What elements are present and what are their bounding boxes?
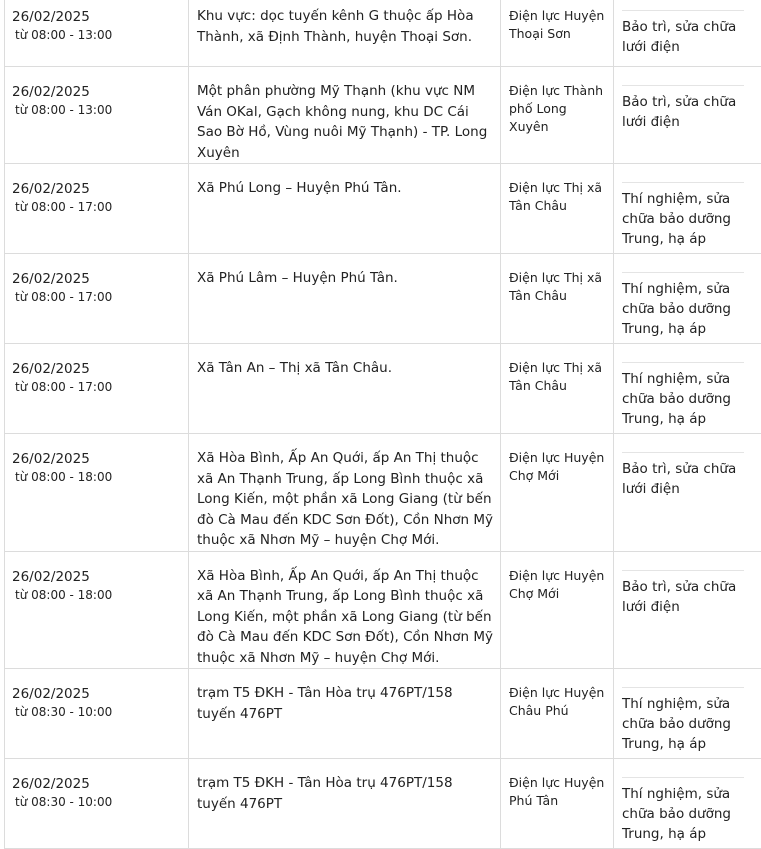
reason-cell	[614, 254, 761, 344]
reason-cell	[614, 759, 761, 849]
outage-time: từ 08:00 - 13:00	[12, 26, 188, 44]
outage-schedule-table	[4, 0, 761, 849]
table-row	[5, 344, 761, 434]
date-cell	[5, 164, 189, 254]
table-row	[5, 254, 761, 344]
area-cell	[189, 669, 501, 759]
outage-reason: Thí nghiệm, sửa chữa bảo dưỡng Trung, hạ áp	[622, 369, 748, 429]
table-row	[5, 759, 761, 849]
reason-cell	[614, 344, 761, 434]
outage-time: từ 08:00 - 18:00	[12, 586, 188, 604]
date-cell	[5, 344, 189, 434]
unit-cell	[501, 669, 614, 759]
outage-area: Xã Hòa Bình, Ấp An Quới, ấp An Thị thuộc xã An Thạnh Trung, ấp Long Bình thuộc xã Long Kiến, một phần xã Long Giang (từ bến đò Cà Mau đến KDC Sơn Đốt), Cồn Nhơn Mỹ thuộc xã Nhơn Mỹ – huyện Chợ Mới.	[197, 448, 494, 551]
outage-time: từ 08:30 - 10:00	[12, 703, 188, 721]
reason-cell	[614, 669, 761, 759]
outage-reason: Thí nghiệm, sửa chữa bảo dưỡng Trung, hạ áp	[622, 279, 748, 339]
table-row	[5, 164, 761, 254]
table-row	[5, 0, 761, 67]
outage-time: từ 08:00 - 17:00	[12, 378, 188, 396]
reason-cell	[614, 551, 761, 669]
outage-date: 26/02/2025	[12, 180, 188, 198]
power-unit: Điện lực Huyện Thoại Sơn	[509, 7, 609, 43]
outage-time: từ 08:00 - 13:00	[12, 101, 188, 119]
outage-area: Xã Tân An – Thị xã Tân Châu.	[197, 358, 494, 379]
outage-time: từ 08:00 - 17:00	[12, 288, 188, 306]
outage-time: từ 08:00 - 17:00	[12, 198, 188, 216]
date-cell	[5, 551, 189, 669]
outage-date: 26/02/2025	[12, 83, 188, 101]
outage-reason: Bảo trì, sửa chữa lưới điện	[622, 92, 748, 132]
area-cell	[189, 759, 501, 849]
power-unit: Điện lực Huyện Châu Phú	[509, 684, 609, 720]
outage-reason: Thí nghiệm, sửa chữa bảo dưỡng Trung, hạ áp	[622, 784, 748, 844]
outage-date: 26/02/2025	[12, 8, 188, 26]
area-cell	[189, 254, 501, 344]
outage-date: 26/02/2025	[12, 775, 188, 793]
table-row	[5, 669, 761, 759]
area-cell	[189, 551, 501, 669]
power-unit: Điện lực Huyện Chợ Mới	[509, 449, 609, 485]
date-cell	[5, 67, 189, 164]
outage-area: Xã Phú Long – Huyện Phú Tân.	[197, 178, 494, 199]
outage-date: 26/02/2025	[12, 360, 188, 378]
power-unit: Điện lực Thành phố Long Xuyên	[509, 82, 609, 136]
divider	[622, 182, 744, 183]
divider	[622, 570, 744, 571]
divider	[622, 272, 744, 273]
divider	[622, 362, 744, 363]
unit-cell	[501, 0, 614, 67]
reason-cell	[614, 434, 761, 552]
outage-date: 26/02/2025	[12, 270, 188, 288]
table-row	[5, 551, 761, 669]
outage-area: Xã Hòa Bình, Ấp An Quới, ấp An Thị thuộc xã An Thạnh Trung, ấp Long Bình thuộc xã Long Kiến, một phần xã Long Giang (từ bến đò Cà Mau đến KDC Sơn Đốt), Cồn Nhơn Mỹ thuộc xã Nhơn Mỹ – huyện Chợ Mới.	[197, 566, 494, 669]
date-cell	[5, 0, 189, 67]
unit-cell	[501, 551, 614, 669]
area-cell	[189, 344, 501, 434]
divider	[622, 10, 744, 11]
outage-area: trạm T5 ĐKH - Tân Hòa trụ 476PT/158 tuyến 476PT	[197, 773, 494, 814]
divider	[622, 452, 744, 453]
outage-reason: Bảo trì, sửa chữa lưới điện	[622, 577, 748, 617]
date-cell	[5, 759, 189, 849]
outage-reason: Thí nghiệm, sửa chữa bảo dưỡng Trung, hạ áp	[622, 189, 748, 249]
power-unit: Điện lực Huyện Phú Tân	[509, 774, 609, 810]
date-cell	[5, 434, 189, 552]
unit-cell	[501, 164, 614, 254]
outage-area: trạm T5 ĐKH - Tân Hòa trụ 476PT/158 tuyến 476PT	[197, 683, 494, 724]
outage-reason: Thí nghiệm, sửa chữa bảo dưỡng Trung, hạ áp	[622, 694, 748, 754]
outage-date: 26/02/2025	[12, 568, 188, 586]
divider	[622, 85, 744, 86]
area-cell	[189, 0, 501, 67]
divider	[622, 687, 744, 688]
table-row	[5, 434, 761, 552]
unit-cell	[501, 759, 614, 849]
table-body	[5, 0, 761, 849]
outage-time: từ 08:30 - 10:00	[12, 793, 188, 811]
outage-area: Xã Phú Lâm – Huyện Phú Tân.	[197, 268, 494, 289]
power-unit: Điện lực Thị xã Tân Châu	[509, 359, 609, 395]
outage-date: 26/02/2025	[12, 450, 188, 468]
date-cell	[5, 669, 189, 759]
unit-cell	[501, 67, 614, 164]
date-cell	[5, 254, 189, 344]
power-unit: Điện lực Thị xã Tân Châu	[509, 179, 609, 215]
unit-cell	[501, 434, 614, 552]
table-row	[5, 67, 761, 164]
outage-area: Một phân phường Mỹ Thạnh (khu vực NM Ván OKal, Gạch không nung, khu DC Cái Sao Bờ Hồ, Vùng nuôi Mỹ Thạnh) - TP. Long Xuyên	[197, 81, 494, 163]
reason-cell	[614, 0, 761, 67]
power-unit: Điện lực Thị xã Tân Châu	[509, 269, 609, 305]
outage-time: từ 08:00 - 18:00	[12, 468, 188, 486]
outage-area: Khu vực: dọc tuyến kênh G thuộc ấp Hòa Thành, xã Định Thành, huyện Thoại Sơn.	[197, 6, 494, 47]
divider	[622, 777, 744, 778]
outage-reason: Bảo trì, sửa chữa lưới điện	[622, 459, 748, 499]
outage-reason: Bảo trì, sửa chữa lưới điện	[622, 17, 748, 57]
reason-cell	[614, 67, 761, 164]
area-cell	[189, 434, 501, 552]
unit-cell	[501, 344, 614, 434]
unit-cell	[501, 254, 614, 344]
power-unit: Điện lực Huyện Chợ Mới	[509, 567, 609, 603]
outage-date: 26/02/2025	[12, 685, 188, 703]
reason-cell	[614, 164, 761, 254]
area-cell	[189, 67, 501, 164]
area-cell	[189, 164, 501, 254]
